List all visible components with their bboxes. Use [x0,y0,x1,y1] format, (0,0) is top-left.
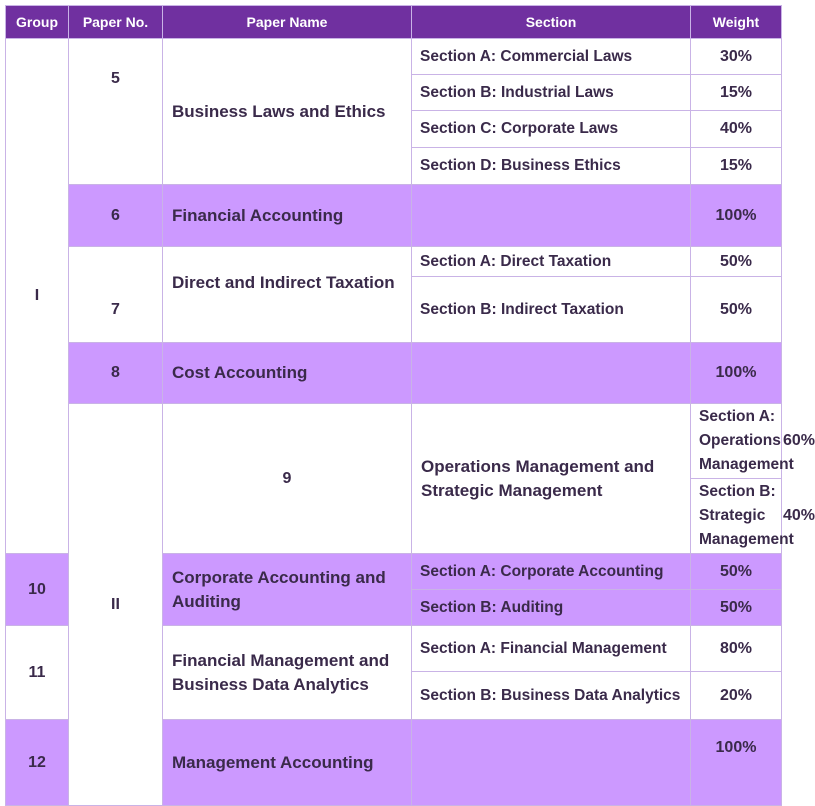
paper-name: Cost Accounting [163,343,412,404]
paper-name: Corporate Accounting and Auditing [163,554,412,626]
section-name: Section B: Industrial Laws [412,75,691,111]
section-weight: 50% [691,554,782,590]
table-row: Section B: Strategic Management 40% [6,479,782,554]
group-column-header: Group [6,6,69,39]
section-weight: 50% [691,247,782,277]
section-name: Section A: Direct Taxation [412,247,691,277]
section-name: Section A: Commercial Laws [412,39,691,75]
paper-name-column-header: Paper Name [163,6,412,39]
paper-no-column-header: Paper No. [69,6,163,39]
section-weight: 30% [691,39,782,75]
table-row [6,343,782,404]
section-weight: 20% [691,672,782,720]
section-column-header: Section [412,6,691,39]
section-name: Section A: Corporate Accounting [412,554,691,590]
section-name: Section B: Strategic Management [691,479,782,554]
paper-number: 12 [6,720,69,806]
section-weight: 80% [691,626,782,672]
paper-name: Operations Management and Strategic Management [412,404,691,554]
section-weight: 100% [691,343,782,404]
section-weight: 50% [691,590,782,626]
section-name: Section B: Business Data Analytics [412,672,691,720]
section-name [412,720,691,806]
section-name: Section C: Corporate Laws [412,111,691,148]
table-row: II 9 Operations Management and Strategic Management Section A: Operations Management 60% [6,404,782,479]
section-weight: 100% [691,720,782,806]
group-cell: II [69,404,163,806]
paper-number: 5 [69,39,163,185]
paper-number: 11 [6,626,69,720]
table-header-row [6,6,782,39]
section-weight: 100% [691,185,782,247]
paper-number: 9 [163,404,412,554]
paper-name: Direct and Indirect Taxation [163,247,412,343]
section-weight: 40% [691,111,782,148]
table-row [6,185,782,247]
paper-name: Financial Management and Business Data Analytics [163,626,412,720]
section-name [412,343,691,404]
section-weight: 50% [691,277,782,343]
section-name [412,185,691,247]
section-weight: 15% [691,148,782,185]
section-name: Section A: Financial Management [412,626,691,672]
paper-number: 8 [69,343,163,404]
paper-number: 6 [69,185,163,247]
section-name: Section D: Business Ethics [412,148,691,185]
section-weight: 15% [691,75,782,111]
table-row [6,247,782,277]
group-cell: I [6,39,69,554]
syllabus-table [5,5,815,806]
weight-column-header: Weight [691,6,782,39]
paper-name: Business Laws and Ethics [163,39,412,185]
table-row [6,39,782,75]
section-name: Section B: Indirect Taxation [412,277,691,343]
paper-name: Financial Accounting [163,185,412,247]
section-name: Section A: Operations Management [691,404,782,479]
section-name: Section B: Auditing [412,590,691,626]
paper-number: 10 [6,554,69,626]
paper-number: 7 [69,247,163,343]
paper-name: Management Accounting [163,720,412,806]
